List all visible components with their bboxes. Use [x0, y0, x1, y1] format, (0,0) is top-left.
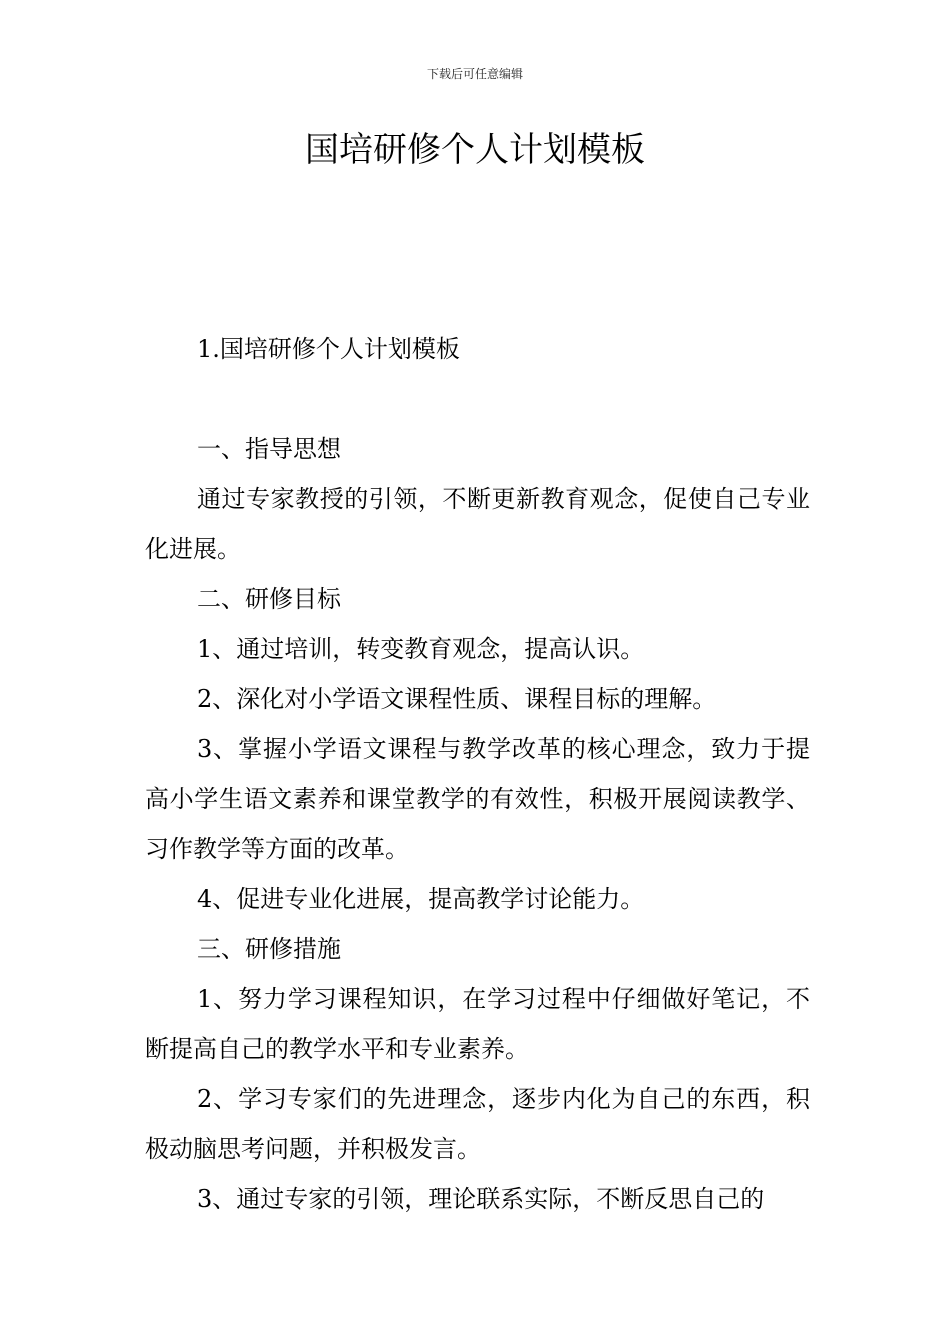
paragraph-measures-heading: 三、研修措施 — [197, 935, 341, 963]
paragraph-measure-3: 3、通过专家的引领，理论联系实际，不断反思自己的 — [197, 1185, 765, 1213]
paragraph-goal-2: 2、深化对小学语文课程性质、课程目标的理解。 — [197, 685, 717, 713]
paragraph-goals-heading: 二、研修目标 — [197, 585, 341, 613]
paragraph-gap — [145, 374, 810, 424]
document-body — [145, 324, 810, 1224]
paragraph-guiding-ideology-text: 通过专家教授的引领，不断更新教育观念，促使自己专业化进展。 — [145, 485, 810, 563]
paragraph-goal-1: 1、通过培训，转变教育观念，提高认识。 — [197, 635, 645, 663]
document-title: 国培研修个人计划模板 — [305, 130, 645, 170]
paragraph-section-heading-1: 1.国培研修个人计划模板 — [197, 335, 460, 363]
paragraph-measure-2: 2、学习专家们的先进理念，逐步内化为自己的东西，积极动脑思考问题，并积极发言。 — [145, 1085, 810, 1163]
paragraph-goal-4: 4、促进专业化进展，提高教学讨论能力。 — [197, 885, 645, 913]
paragraph-goal-3: 3、掌握小学语文课程与教学改革的核心理念，致力于提高小学生语文素养和课堂教学的有效性，积极开展阅读教学、习作教学等方面的改革。 — [145, 735, 810, 863]
paragraph-measure-1: 1、努力学习课程知识，在学习过程中仔细做好笔记，不断提高自己的教学水平和专业素养。 — [145, 985, 810, 1063]
header-note: 下载后可任意编辑 — [426, 67, 523, 81]
paragraph-guiding-ideology-heading: 一、指导思想 — [197, 435, 341, 463]
